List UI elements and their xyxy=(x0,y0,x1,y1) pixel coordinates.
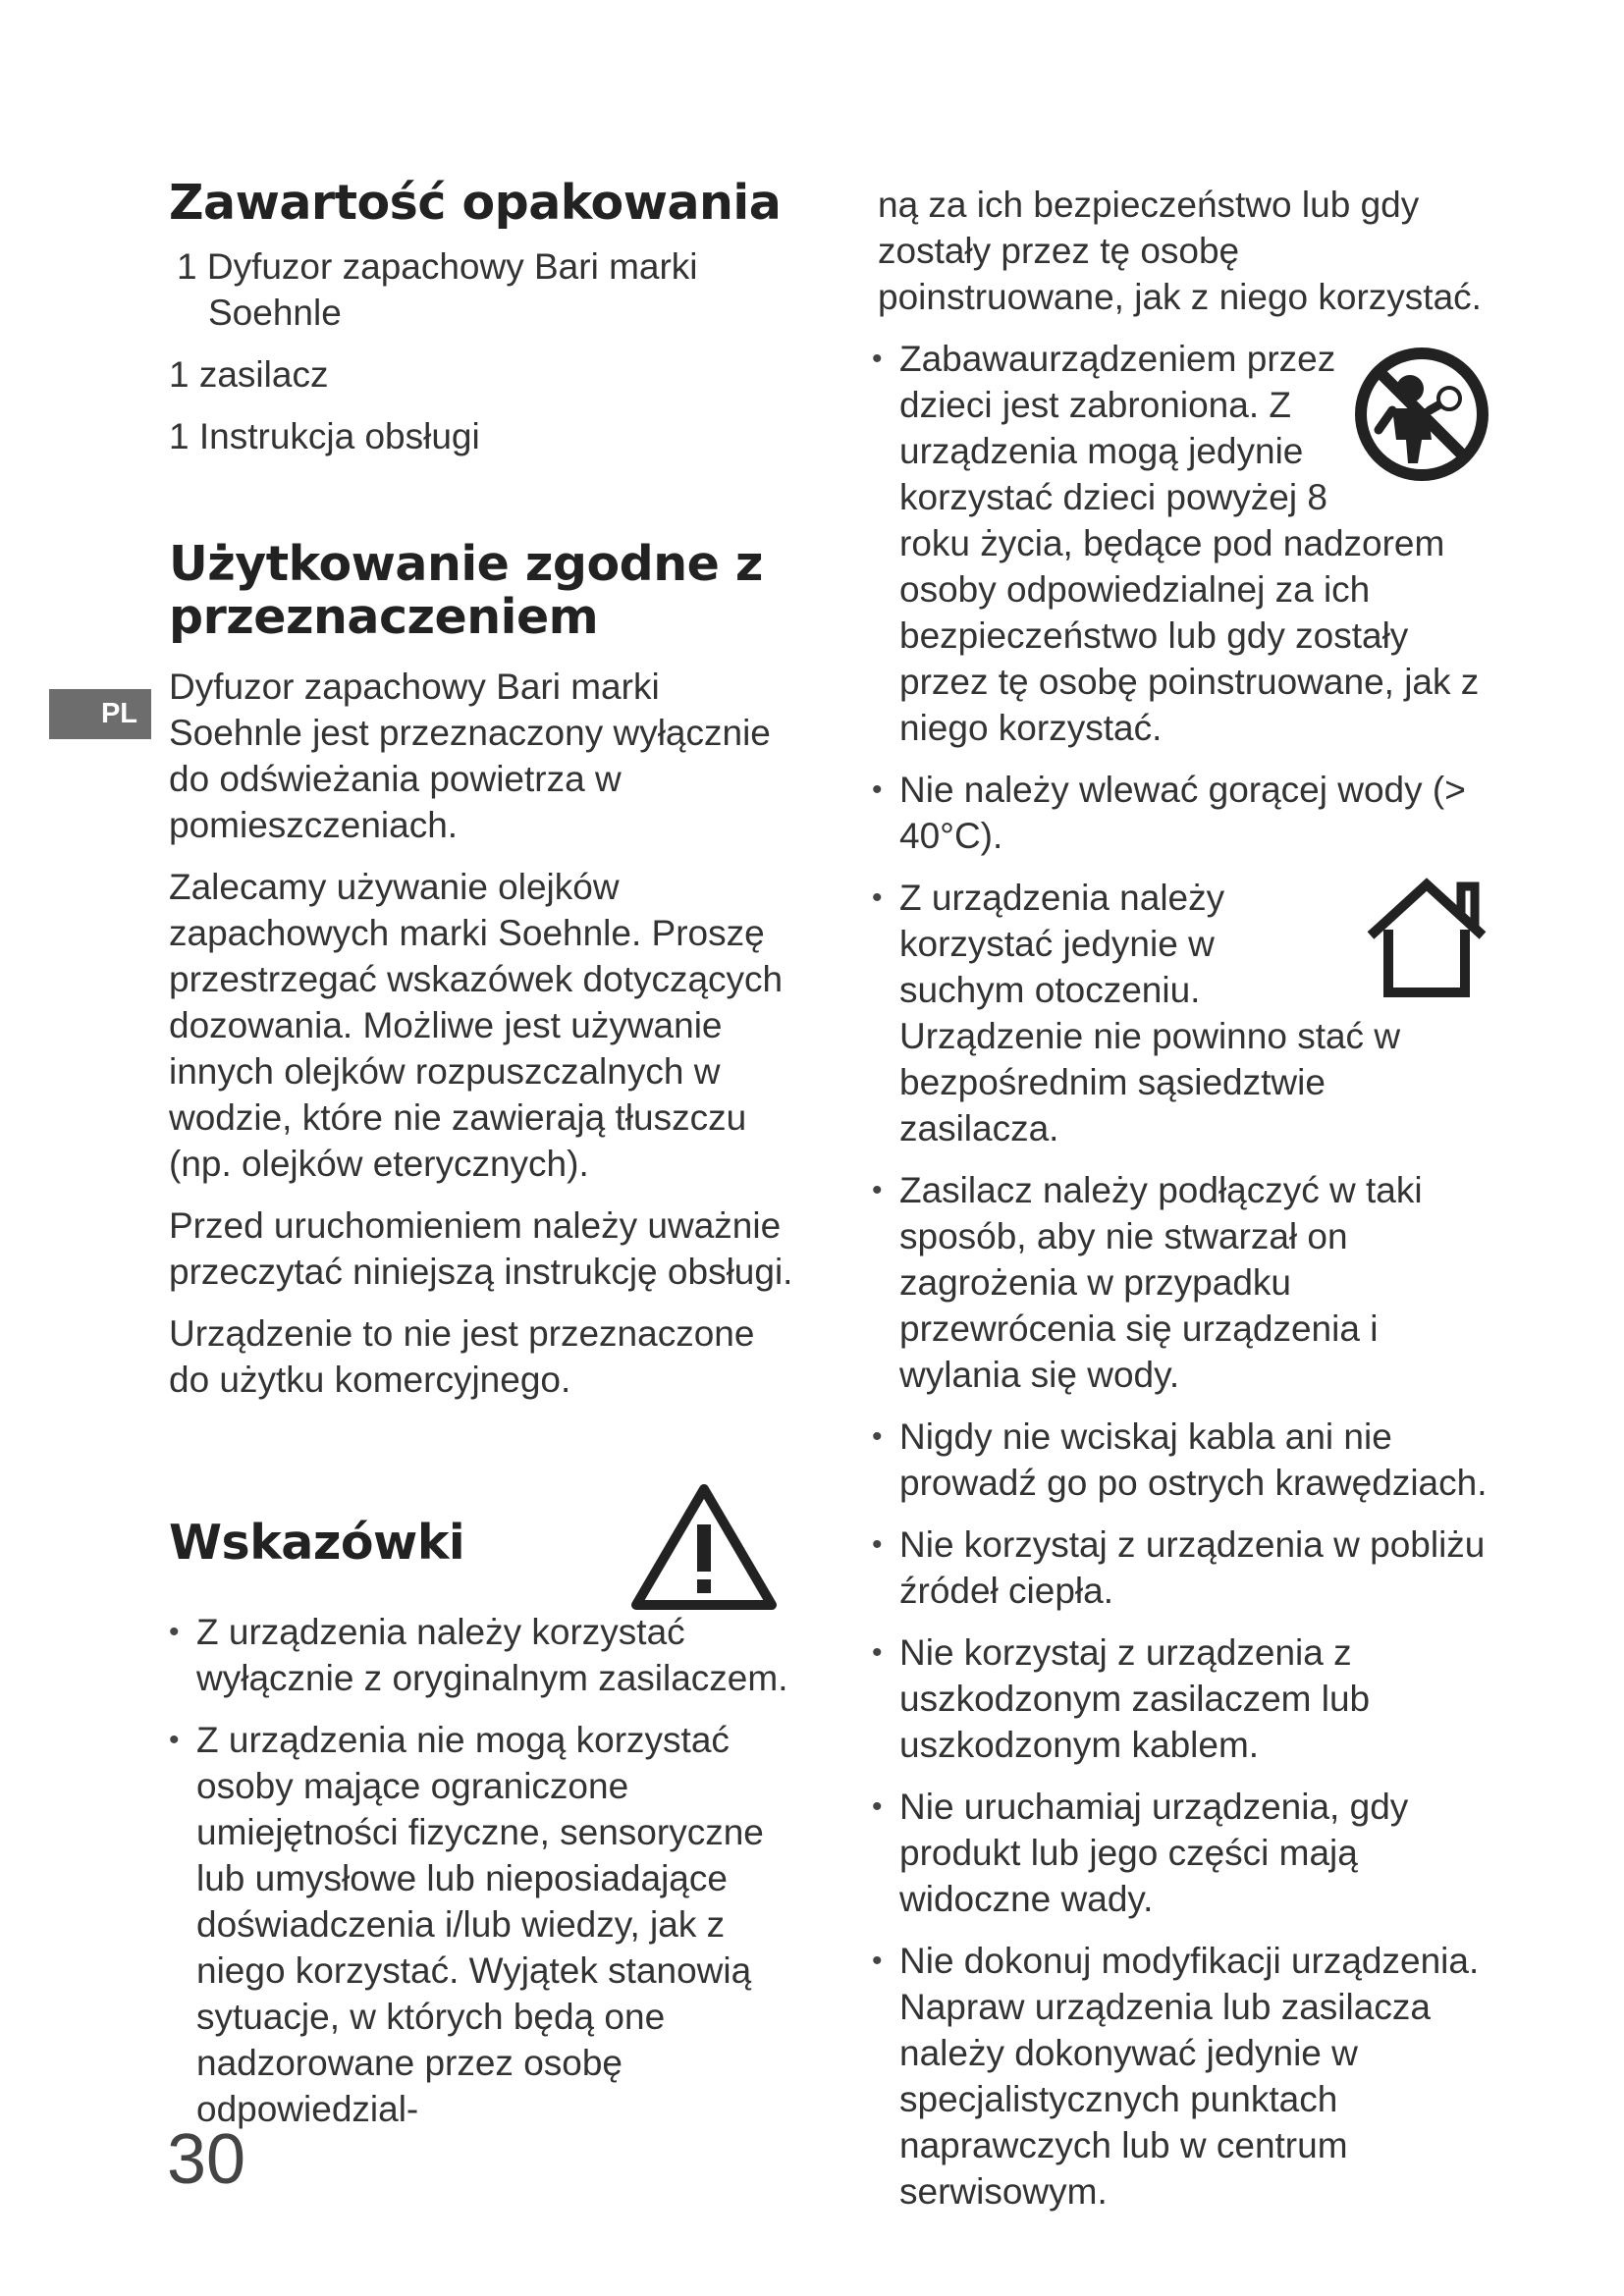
contents-heading: Zawartość opakowania xyxy=(169,175,782,231)
notes-heading: Wskazówki xyxy=(169,1515,465,1571)
list-item-text: Zabawaurządzeniem przez dzieci jest zabroniona. Z urządzenia mogą jedynie korzystać dzieci powyżej 8 roku życia, będące pod nadzorem osoby odpowiedzialnej za ich bezpieczeństwo lub gdy zostały przez tę osobę poinstruowane, jak z niego korzystać. xyxy=(899,339,1480,748)
indoor-house-icon xyxy=(1363,875,1490,998)
warning-triangle-icon xyxy=(630,1481,778,1611)
continuation-paragraph: ną za ich bezpieczeństwo lub gdy zostały przez tę osobę poinstruowane, jak z niego korzystać. xyxy=(878,185,1482,317)
list-item: • Nie korzystaj z urządzenia w pobliżu źródeł ciepła. xyxy=(872,1522,1490,1614)
paragraph: Urządzenie to nie jest przeznaczone do użytku komercyjnego. xyxy=(169,1313,755,1400)
right-column xyxy=(872,182,1490,2230)
package-contents-list xyxy=(169,243,797,459)
language-tab: PL xyxy=(49,689,151,739)
intended-use-section xyxy=(169,538,797,1403)
list-item: • Z urządzenia nie mogą korzystać osoby mające ograniczone umiejętności fizyczne, sensoryczne lub umysłowe lub nieposiadające doświadczenia i/lub wiedzy, jak z niego korzystać. Wyjątek stanowią sytuacje, w których będą one nadzorowane przez osobę odpowiedzial- xyxy=(169,1717,797,2132)
intended-use-heading: Użytkowanie zgodne z przeznaczeniem xyxy=(169,536,763,645)
safety-list xyxy=(872,336,1490,2215)
list-item: 1 Instrukcja obsługi xyxy=(169,416,480,456)
notes-header xyxy=(169,1481,797,1609)
no-children-icon xyxy=(1353,346,1490,483)
list-item xyxy=(169,243,797,336)
list-item: • Nie uruchamiaj urządzenia, gdy produkt lub jego części mają widoczne wady. xyxy=(872,1784,1490,1922)
list-item: • Nigdy nie wciskaj kabla ani nie prowadź go po ostrych krawędziach. xyxy=(872,1414,1490,1506)
list-item xyxy=(872,336,1490,751)
notes-list xyxy=(169,1609,797,2132)
paragraph: Dyfuzor zapachowy Bari marki Soehnle jest przeznaczony wyłącznie do odświeżania powietrza w pomieszczeniach. xyxy=(169,667,771,845)
list-item-text: 1 Dyfuzor zapachowy Bari marki xyxy=(177,246,698,287)
list-item-text: Z urządzenia należy korzystać jedynie w suchym otoczeniu. Urządzenie nie powinno stać w bezpośrednim sąsiedztwie zasilacza. xyxy=(899,878,1401,1148)
list-item: • Nie dokonuj modyfikacji urządzenia. Napraw urządzenia lub zasilacza należy dokonywać jedynie w specjalistycznych punktach naprawczych lub w centrum serwisowym. xyxy=(872,1938,1490,2215)
list-item: • Z urządzenia należy korzystać wyłącznie z oryginalnym zasilaczem. xyxy=(169,1609,797,1701)
paragraph: Przed uruchomieniem należy uważnie przeczytać niniejszą instrukcję obsługi. xyxy=(169,1205,793,1292)
list-item-continuation: Soehnle xyxy=(208,293,342,333)
list-item: • Nie korzystaj z urządzenia z uszkodzonym zasilaczem lub uszkodzonym kablem. xyxy=(872,1629,1490,1768)
list-item xyxy=(872,875,1490,1151)
paragraph: Zalecamy używanie olejków zapachowych marki Soehnle. Proszę przestrzegać wskazówek dotyczących dozowania. Możliwe jest używanie innych olejków rozpuszczalnych w wodzie, które nie zawierają tłuszczu (np. olejków eterycznych). xyxy=(169,867,784,1184)
page-number: 30 xyxy=(167,2120,246,2199)
list-item: 1 zasilacz xyxy=(169,354,329,395)
list-item: • Zasilacz należy podłączyć w taki sposób, aby nie stwarzał on zagrożenia w przypadku przewrócenia się urządzenia i wylania się wody. xyxy=(872,1167,1490,1398)
left-column xyxy=(169,177,797,2148)
list-item: • Nie należy wlewać gorącej wody (> 40°C). xyxy=(872,767,1490,859)
